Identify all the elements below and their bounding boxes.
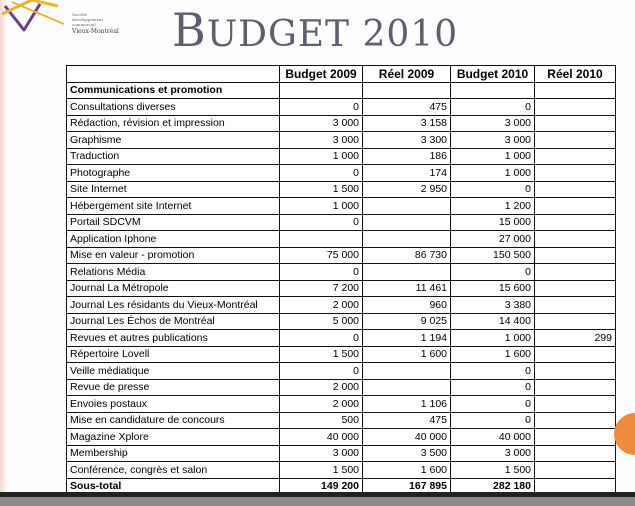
row-label: Répertoire Lovell [67,346,280,363]
table-cell: 3 500 [363,445,451,462]
budget-table [66,65,616,495]
table-cell: 11 461 [363,280,451,297]
table-body [67,82,616,495]
bottom-bar-shade [0,497,635,506]
table-cell [280,231,363,248]
table-cell: 500 [280,412,363,429]
table-cell: 299 [535,330,616,347]
table-cell: 1 200 [451,198,535,215]
table-row [67,165,616,182]
table-row [67,181,616,198]
table-cell [535,132,616,149]
table-cell [363,214,451,231]
row-label: Conférence, congrès et salon [67,462,280,479]
table-row [67,231,616,248]
table-cell: 0 [451,181,535,198]
table-cell: 167 895 [363,478,451,495]
row-label: Traduction [67,148,280,165]
table-cell: 1 600 [363,346,451,363]
table-cell [535,181,616,198]
table-cell [535,264,616,281]
row-label: Site Internet [67,181,280,198]
table-cell: 3 380 [451,297,535,314]
row-label: Membership [67,445,280,462]
table-row [67,462,616,479]
table-row [67,313,616,330]
table-cell [535,445,616,462]
table-cell: 1 500 [280,181,363,198]
table-cell [535,99,616,116]
row-label: Consultations diverses [67,99,280,116]
table-cell: 3 300 [363,132,451,149]
table-row [67,330,616,347]
table-cell: 149 200 [280,478,363,495]
table-cell: 475 [363,99,451,116]
table-cell: 1 194 [363,330,451,347]
table-cell [535,165,616,182]
table-cell: 0 [280,99,363,116]
table-cell: 2 000 [280,396,363,413]
table-cell: 282 180 [451,478,535,495]
table-cell [535,214,616,231]
table-cell: 40 000 [280,429,363,446]
row-label: Revues et autres publications [67,330,280,347]
table-cell: 1 500 [280,462,363,479]
table-row [67,445,616,462]
table-cell: 3 000 [451,115,535,132]
table-cell: 1 000 [451,330,535,347]
row-label: Hébergement site Internet [67,198,280,215]
table-row [67,429,616,446]
table-cell: 9 025 [363,313,451,330]
table-cell: 0 [451,363,535,380]
table-cell [363,379,451,396]
table-row [67,379,616,396]
table-cell: 174 [363,165,451,182]
table-cell [535,363,616,380]
row-label: Journal La Métropole [67,280,280,297]
table-row [67,363,616,380]
table-row [67,264,616,281]
table-cell [535,379,616,396]
table-row [67,346,616,363]
table-cell: 75 000 [280,247,363,264]
column-header-budget-2010: Budget 2010 [451,66,535,83]
table-cell: 475 [363,412,451,429]
table-cell: 186 [363,148,451,165]
budget-table-container [66,65,616,495]
table-cell: 0 [451,99,535,116]
table-cell: 40 000 [451,429,535,446]
table-cell: 3 158 [363,115,451,132]
table-cell: 1 000 [280,198,363,215]
table-cell: 2 000 [280,297,363,314]
table-cell [535,313,616,330]
logo-line-3: commercial [72,22,96,27]
table-cell: 1 600 [451,346,535,363]
logo-wordmark [72,12,142,36]
table-row [67,396,616,413]
row-label: Application Iphone [67,231,280,248]
table-cell: 40 000 [363,429,451,446]
table-row [67,214,616,231]
table-cell [451,82,535,99]
table-cell: 1 000 [451,165,535,182]
row-label: Portail SDCVM [67,214,280,231]
table-row [67,148,616,165]
table-row [67,280,616,297]
table-cell: 27 000 [451,231,535,248]
table-cell: 960 [363,297,451,314]
table-cell: 1 500 [280,346,363,363]
table-cell: 5 000 [280,313,363,330]
table-cell: 15 600 [451,280,535,297]
table-cell [363,363,451,380]
table-cell [535,231,616,248]
table-cell: 0 [280,214,363,231]
logo-line-1: Société [72,12,88,17]
table-cell [535,82,616,99]
table-cell: 86 730 [363,247,451,264]
table-cell: 3 000 [280,445,363,462]
decorative-circle [614,413,635,455]
table-cell: 0 [451,379,535,396]
table-cell: 1 106 [363,396,451,413]
row-label: Rédaction, révision et impression [67,115,280,132]
title-rest: UDGET 2010 [206,14,459,55]
table-cell: 150 500 [451,247,535,264]
table-row [67,198,616,215]
left-accent-strip [0,0,8,506]
section-row [67,82,616,99]
table-row [67,115,616,132]
table-cell: 2 000 [280,379,363,396]
table-cell: 0 [280,264,363,281]
row-label: Mise en valeur - promotion [67,247,280,264]
row-label: Envoies postaux [67,396,280,413]
table-row [67,412,616,429]
table-row [67,247,616,264]
row-label: Journal Les Échos de Montréal [67,313,280,330]
table-cell: 14 400 [451,313,535,330]
row-label: Sous-total [67,478,280,495]
table-cell [363,231,451,248]
column-header-reel-2009: Réel 2009 [363,66,451,83]
table-cell: 0 [451,396,535,413]
table-cell: 2 950 [363,181,451,198]
table-cell: 3 000 [451,132,535,149]
table-cell: 1 600 [363,462,451,479]
table-cell [535,115,616,132]
table-header-row [67,66,616,83]
table-cell: 1 000 [451,148,535,165]
row-label: Mise en candidature de concours [67,412,280,429]
logo-line-2: développement [72,17,104,22]
table-row [67,132,616,149]
table-cell [535,247,616,264]
row-label: Journal Les résidants du Vieux-Montréal [67,297,280,314]
table-cell [363,198,451,215]
table-cell: 15 000 [451,214,535,231]
table-cell: 0 [280,165,363,182]
table-cell [535,429,616,446]
page-title [172,2,458,63]
table-cell: 3 000 [451,445,535,462]
row-label: Graphisme [67,132,280,149]
table-cell: 3 000 [280,132,363,149]
table-row [67,297,616,314]
table-cell [535,346,616,363]
table-cell: 0 [280,330,363,347]
table-cell: 1 500 [451,462,535,479]
table-cell [535,396,616,413]
logo-name: Vieux-Montréal [72,28,119,35]
row-label: Relations Média [67,264,280,281]
row-label: Veille médiatique [67,363,280,380]
table-cell [535,297,616,314]
column-header-label [67,66,280,83]
table-cell [363,264,451,281]
table-cell [535,412,616,429]
table-cell: 7 200 [280,280,363,297]
column-header-reel-2010: Réel 2010 [535,66,616,83]
row-label: Revue de presse [67,379,280,396]
section-title: Communications et promotion [67,82,280,99]
table-cell: 3 000 [280,115,363,132]
table-cell: 1 000 [280,148,363,165]
table-cell: 0 [280,363,363,380]
table-cell [280,82,363,99]
column-header-budget-2009: Budget 2009 [280,66,363,83]
table-row [67,99,616,116]
table-cell [535,198,616,215]
title-initial: B [172,3,207,57]
table-cell [363,82,451,99]
table-cell: 0 [451,412,535,429]
row-label: Magazine Xplore [67,429,280,446]
table-cell [535,280,616,297]
table-cell: 0 [451,264,535,281]
row-label: Photographe [67,165,280,182]
table-cell [535,148,616,165]
table-cell [535,462,616,479]
